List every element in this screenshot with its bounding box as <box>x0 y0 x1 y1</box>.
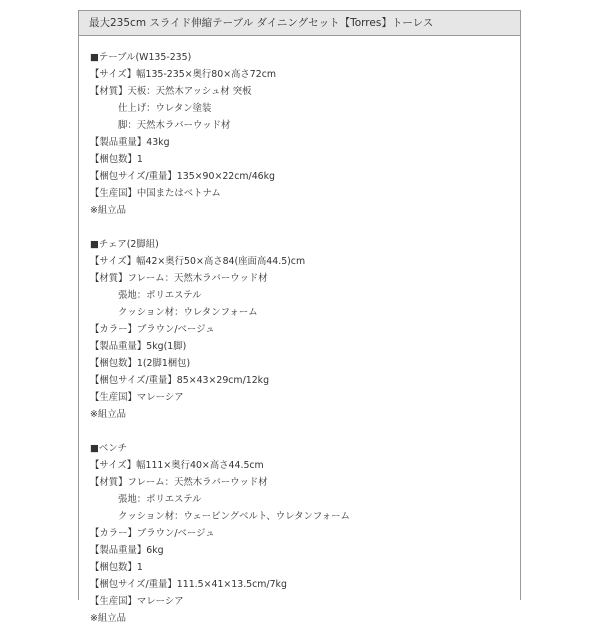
spec-line: 脚：天然木ラバーウッド材 <box>118 120 231 131</box>
section-heading: ■テーブル(W135-235) <box>90 52 192 63</box>
spec-line: ※組立品 <box>90 613 126 624</box>
section-heading: ■ベンチ <box>90 443 127 454</box>
spec-line: ※組立品 <box>90 409 126 420</box>
spec-line: 【材質】フレーム：天然木ラバーウッド材 <box>90 477 268 488</box>
spec-table <box>78 10 521 624</box>
spec-line: 張地：ポリエステル <box>118 290 202 301</box>
spec-line: 【カラー】ブラウン/ベージュ <box>90 324 215 335</box>
spec-line: 【サイズ】幅111×奥行40×高さ44.5cm <box>90 460 264 471</box>
spec-line: クッション材：ウレタンフォーム <box>118 307 258 318</box>
spec-line: 【梱包サイズ/重量】135×90×22cm/46kg <box>90 171 276 182</box>
spec-line: 仕上げ：ウレタン塗装 <box>118 103 212 114</box>
spec-line: 【サイズ】幅135-235×奥行80×高さ72cm <box>90 69 277 80</box>
section-heading: ■チェア(2脚組) <box>90 239 159 250</box>
spec-line: 【梱包数】1 <box>90 154 143 165</box>
spec-line: クッション材：ウェービングベルト、ウレタンフォーム <box>118 511 350 522</box>
spec-line: 【梱包数】1 <box>90 562 143 573</box>
spec-line: 【サイズ】幅42×奥行50×高さ84(座面高44.5)cm <box>90 256 306 267</box>
chair-spec-section <box>90 236 520 423</box>
spec-content <box>79 36 520 627</box>
spec-line: 【生産国】マレーシア <box>90 392 184 403</box>
spec-line: 【生産国】マレーシア <box>90 596 184 607</box>
spec-line: 【梱包サイズ/重量】85×43×29cm/12kg <box>90 375 270 386</box>
spec-line: ※組立品 <box>90 205 126 216</box>
product-title: 最大235cm スライド伸縮テーブル ダイニングセット【Torres】トーレス <box>79 11 520 36</box>
spec-line: 【製品重量】6kg <box>90 545 164 556</box>
spec-line: 【生産国】中国またはベトナム <box>90 188 221 199</box>
bench-spec-section <box>90 440 520 627</box>
spec-line: 【材質】フレーム：天然木ラバーウッド材 <box>90 273 268 284</box>
spec-line: 張地：ポリエステル <box>118 494 202 505</box>
spec-line: 【製品重量】43kg <box>90 137 170 148</box>
spec-line: 【製品重量】5kg(1脚) <box>90 341 187 352</box>
spec-line: 【カラー】ブラウン/ベージュ <box>90 528 215 539</box>
spec-line: 【梱包数】1(2脚1梱包) <box>90 358 191 369</box>
spec-line: 【材質】天板：天然木アッシュ材 突板 <box>90 86 252 97</box>
spec-line: 【梱包サイズ/重量】111.5×41×13.5cm/7kg <box>90 579 287 590</box>
table-spec-section <box>90 49 520 219</box>
